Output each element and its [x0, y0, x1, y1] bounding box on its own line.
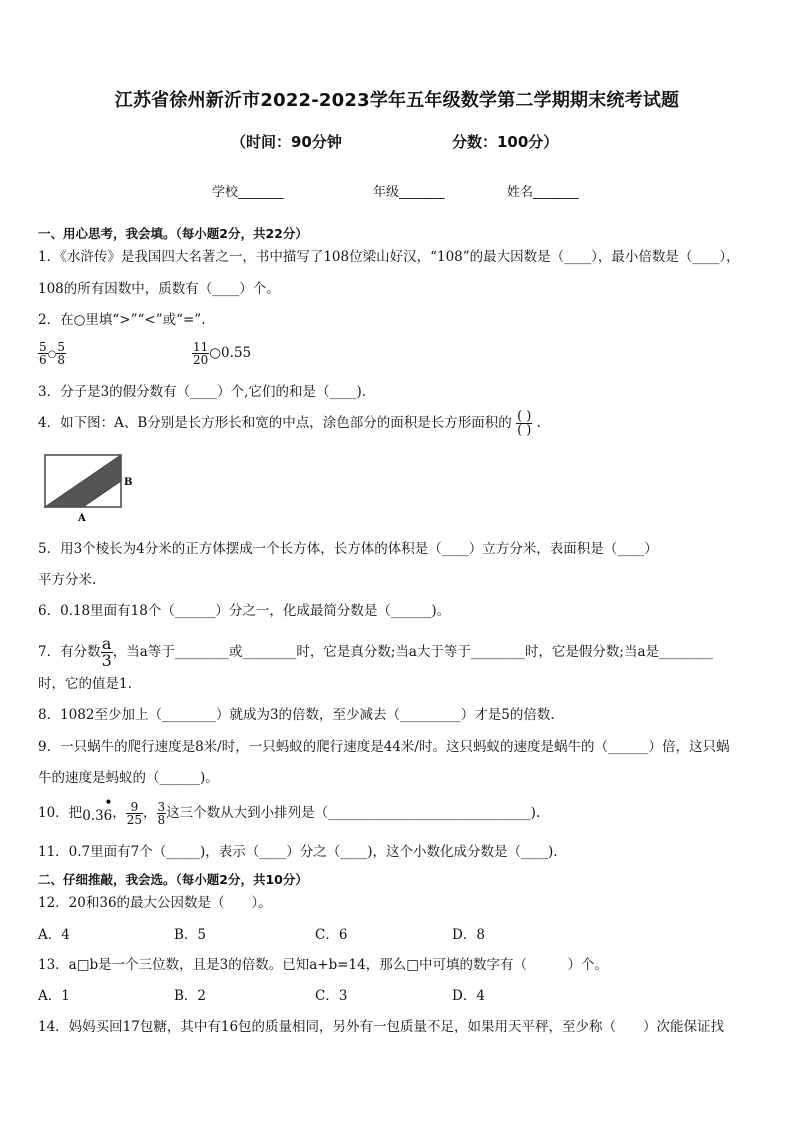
school-field: 学校_______ — [212, 185, 284, 200]
section-2-title: 二、仔细推敲，我会选。（每小题2分，共10分） — [38, 872, 308, 887]
question-8: 8．1082至少加上（________）就成为3的倍数，至少减去（_________）才是5的倍数. — [38, 707, 555, 723]
grade-field: 年级_______ — [373, 185, 445, 200]
question-9-line-1: 9．一只蜗牛的爬行速度是8米/时，一只蚂蚁的爬行速度是44米/时。这只蚂蚁的速度是蜗牛的（______）倍，这只蜗 — [38, 739, 730, 755]
question-5-line-1: 5．用3个棱长为4分米的正方体摆成一个长方体，长方体的体积是（____）立方分米，表面积是（____） — [38, 541, 658, 557]
name-field: 姓名_______ — [507, 185, 579, 200]
section-1-title: 一、用心思考，我会填。（每小题2分，共22分） — [38, 226, 308, 241]
fraction: $\frac{5}{6}$ — [39, 340, 47, 367]
question-13-option-b: B．2 — [174, 988, 207, 1004]
exam-time: （时间：90分钟 — [231, 133, 342, 151]
question-3: 3．分子是3的假分数有（____）个,它们的和是（____). — [38, 384, 367, 400]
fraction: $\frac{5}{8}$ — [57, 340, 66, 367]
question-13-option-a: A．1 — [38, 988, 70, 1004]
fraction: $\frac{a}{3}$ — [101, 634, 112, 670]
fraction: $\frac{9}{25}$ — [126, 800, 143, 827]
page-title: 江苏省徐州新沂市2022-2023学年五年级数学第二学期期末统考试题 — [114, 90, 680, 111]
question-2-item-b: $\frac{11}{20}$ ○0.55 — [193, 340, 252, 367]
label-b: B — [124, 477, 133, 488]
question-12-option-d: D．8 — [452, 927, 485, 943]
fraction: $\frac{3}{8}$ — [157, 800, 166, 827]
question-13: 13．a□b是一个三位数，且是3的倍数。已知a+b=14，那么□中可填的数字有（ ）个。 — [38, 957, 608, 973]
question-7-line-1: 7．有分数 $\frac{a}{3}$ ，当a等于________或________时，它是真分数;当a大于等于________时，它是假分数;当a是________ — [38, 634, 714, 670]
question-2-item-a: $\frac{5}{6}$ ○ $\frac{5}{8}$ — [39, 340, 66, 367]
question-12: 12．20和36的最大公因数是（ ）。 — [38, 895, 272, 911]
question-1-line-1: 1．《水浒传》是我国四大名著之一，书中描写了108位梁山好汉，“108”的最大因数是（____），最小倍数是（____）， — [38, 249, 740, 265]
question-12-option-c: C．6 — [315, 927, 348, 943]
question-5-line-2: 平方分米. — [38, 572, 97, 588]
question-10: 10．把0.3 • 6， $\frac{9}{25}$ ， $\frac{3}{8}$ 这三个数从大到小排列是（______________________________). — [38, 794, 541, 827]
fraction: $\frac{( )}{( )}$ — [517, 409, 532, 438]
question-12-option-a: A．4 — [38, 927, 70, 943]
question-12-option-b: B．5 — [174, 927, 207, 943]
question-6: 6．0.18里面有18个（______）分之一，化成最简分数是（______)。 — [38, 603, 451, 619]
question-1-line-2: 108的所有因数中，质数有（____）个。 — [38, 281, 280, 297]
exam-score: 分数：100分） — [452, 133, 559, 151]
question-13-option-d: D．4 — [452, 988, 485, 1004]
rectangle-diagram — [40, 452, 140, 524]
question-9-line-2: 牛的速度是蚂蚁的（______)。 — [38, 770, 219, 786]
repeating-decimal: 0.3 • 6 — [82, 794, 113, 824]
label-a: A — [78, 513, 86, 524]
question-14: 14．妈妈买回17包糖，其中有16包的质量相同，另外有一包质量不足，如果用天平秤，至少称（ ）次能保证找 — [38, 1019, 725, 1035]
question-2: 2．在○里填“>”“<”或“=”. — [38, 312, 206, 328]
fraction: $\frac{11}{20}$ — [193, 340, 209, 367]
question-4: 4．如下图：A、B分别是长方形长和宽的中点，涂色部分的面积是长方形面积的 $\frac{( )}{( )}$ . — [38, 409, 541, 438]
question-13-option-c: C．3 — [315, 988, 348, 1004]
question-7-line-2: 时，它的值是1. — [38, 676, 132, 692]
question-11: 11．0.7里面有7个（_____)，表示（____）分之（____)，这个小数化成分数是（____). — [38, 844, 558, 860]
